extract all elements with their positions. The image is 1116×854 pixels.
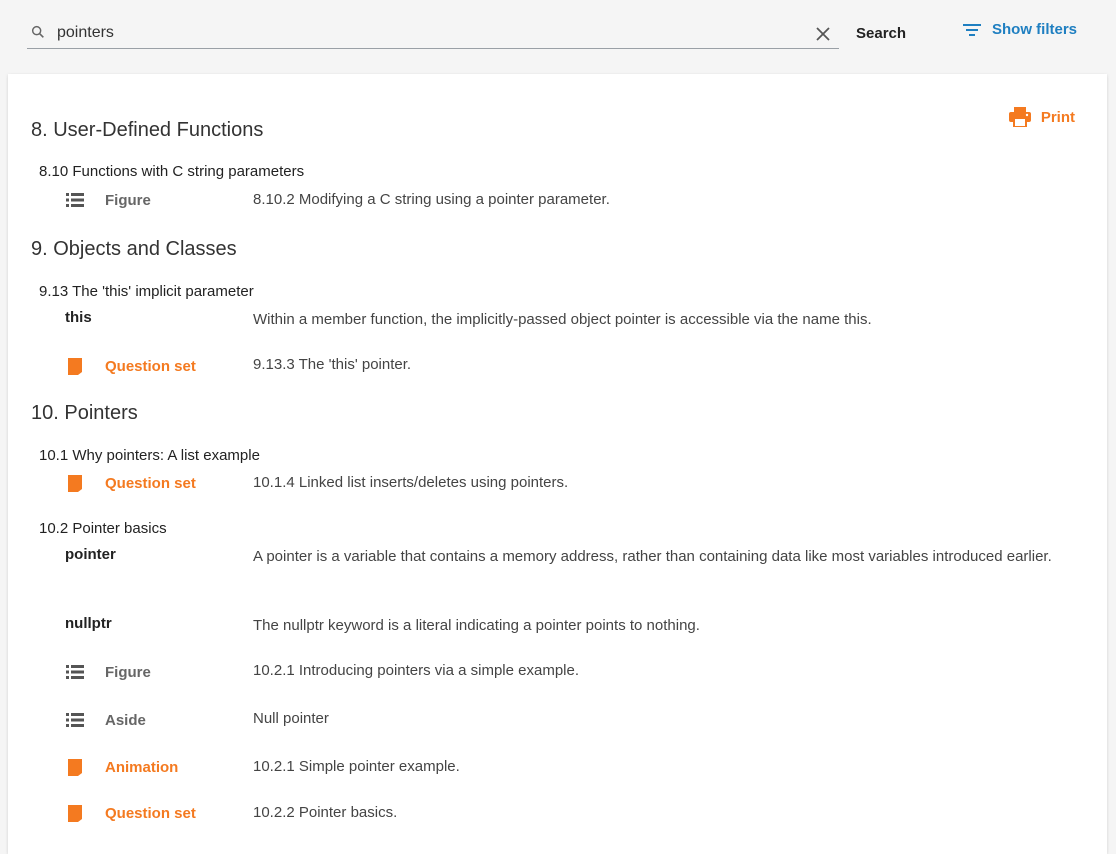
list-icon (65, 190, 85, 210)
result-type-label: Question set (105, 804, 196, 822)
result-description: 8.10.2 Modifying a C string using a pointer parameter. (253, 191, 610, 208)
result-type-label: Figure (105, 663, 151, 681)
result-description: 10.2.1 Simple pointer example. (253, 758, 460, 775)
chapter-heading: 9. Objects and Classes (31, 238, 237, 260)
result-type-label: Question set (105, 357, 196, 375)
result-description: Within a member function, the implicitly-passed object pointer is accessible via the name this. (253, 311, 872, 328)
list-icon (65, 662, 85, 682)
bookmark-icon (65, 356, 85, 376)
term-label: nullptr (65, 615, 112, 632)
printer-icon (1009, 107, 1031, 127)
chapter-heading: 10. Pointers (31, 402, 138, 424)
search-bar (27, 18, 839, 49)
search-button[interactable]: Search (856, 25, 907, 42)
search-input[interactable] (57, 23, 797, 43)
print-button[interactable] (1009, 107, 1075, 127)
section-heading[interactable]: 10.1 Why pointers: A list example (39, 447, 260, 464)
results-card (8, 74, 1107, 854)
section-heading[interactable]: 10.2 Pointer basics (39, 520, 167, 537)
search-icon (30, 24, 46, 40)
section-heading[interactable]: 8.10 Functions with C string parameters (39, 163, 305, 180)
result-type-label: Animation (105, 758, 179, 776)
term-label: pointer (65, 546, 116, 563)
result-type-label: Aside (105, 711, 146, 729)
bookmark-icon (65, 803, 85, 823)
result-type-label: Figure (105, 191, 151, 209)
result-type-label: Question set (105, 474, 196, 492)
show-filters-label: Show filters (992, 21, 1078, 38)
bookmark-icon (65, 757, 85, 777)
result-description: 10.2.2 Pointer basics. (253, 804, 398, 821)
result-description: The nullptr keyword is a literal indicating a pointer points to nothing. (253, 617, 700, 634)
term-label: this (65, 309, 92, 326)
clear-search-icon[interactable] (815, 26, 831, 42)
section-heading[interactable]: 9.13 The 'this' implicit parameter (39, 283, 254, 300)
chapter-heading: 8. User-Defined Functions (31, 119, 264, 141)
show-filters-button[interactable] (962, 21, 1077, 38)
result-description: A pointer is a variable that contains a memory address, rather than containing data like most variables introduced earlier. (253, 548, 1052, 565)
filter-icon (962, 22, 982, 38)
print-label: Print (1040, 108, 1075, 126)
result-description: 10.2.1 Introducing pointers via a simple example. (253, 662, 580, 679)
result-description: Null pointer (253, 710, 329, 727)
result-description: 10.1.4 Linked list inserts/deletes using pointers. (253, 474, 569, 491)
result-description: 9.13.3 The 'this' pointer. (253, 356, 412, 373)
bookmark-icon (65, 473, 85, 493)
list-icon (65, 710, 85, 730)
